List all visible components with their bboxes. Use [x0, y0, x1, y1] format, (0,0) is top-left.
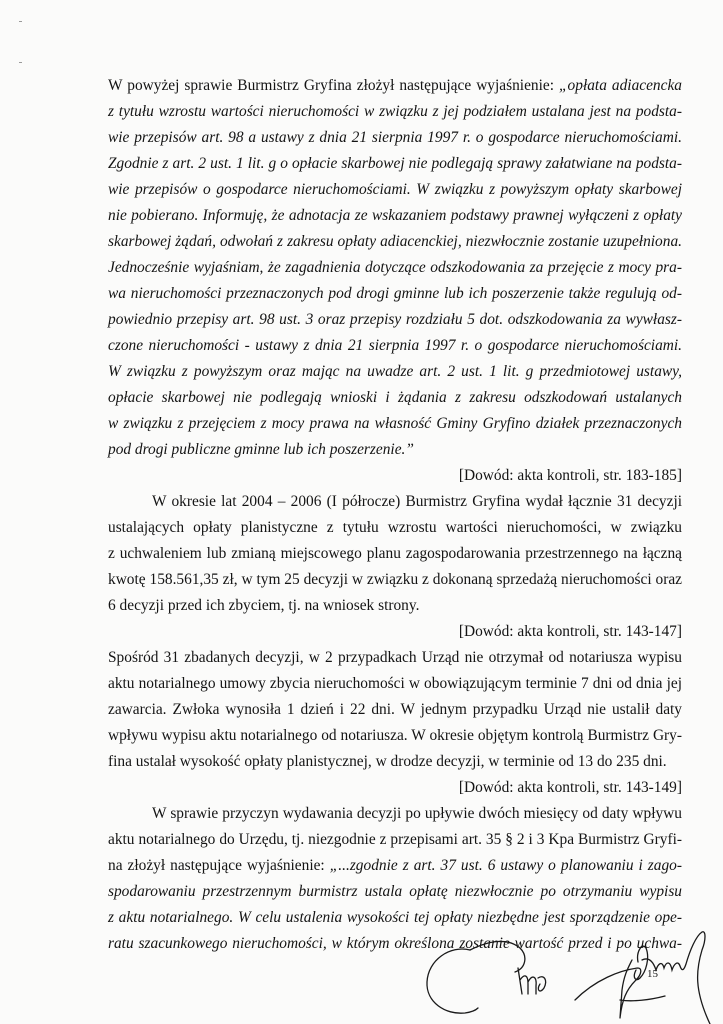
text-line: na złożył następujące wyjaśnienie: „...zgodnie z art. 37 ust. 6 ustawy o planowaniu i zago-	[108, 857, 683, 874]
signature-initials	[518, 968, 546, 994]
text-line: wie przepisów art. 98 a ustawy z dnia 21 sierpnia 1997 r. o gospodarce nieruchomościami.	[108, 129, 682, 146]
text-line: pod drogi publiczne gminne lub ich poszerzenie.”	[108, 441, 414, 458]
evidence-reference: [Dowód: akta kontroli, str. 143-149]	[458, 779, 682, 796]
text-line: kwotę 158.561,35 zł, w tym 25 decyzji w związku z dokonaną sprzedażą nieruchomości oraz	[108, 571, 682, 588]
text-line: W powyżej sprawie Burmistrz Gryfina złożył następujące wyjaśnienie: „opłata adiacencka	[108, 77, 682, 94]
text-line: Jednocześnie wyjaśniam, że zagadnienia dotyczące odszkodowania za przejęcie z mocy pra-	[108, 259, 682, 276]
text-line: spodarowaniu przestrzennym burmistrz ustala opłatę niezwłocznie po otrzymaniu wypisu	[108, 883, 682, 900]
text-line: czone nieruchomości - ustawy z dnia 21 sierpnia 1997 r. o gospodarce nieruchomościami.	[108, 337, 682, 354]
text-line: ratu szacunkowego nieruchomości, w którym określona zostanie wartość przed i po uchwa-	[108, 935, 682, 952]
signature-circle-top	[470, 941, 525, 972]
text-line: z uchwaleniem lub zmianą miejscowego planu zagospodarowania przestrzennego na łączną	[108, 545, 682, 562]
text-line: W sprawie przyczyn wydawania decyzji po upływie dwóch miesięcy od daty wpływu	[152, 805, 682, 822]
text-line: w związku z przejęciem z mocy prawa na własność Gminy Gryfino działek przeznaczonych	[108, 415, 682, 432]
text-line: nie pobierano. Informuję, że adnotacja ze wskazaniem podstawy prawnej wyłączeni z opłaty	[108, 207, 682, 224]
text-line: opłacie skarbowej nie podlegają wnioski i żądania z zakresu odszkodowań ustalanych	[108, 389, 682, 406]
signatures	[410, 930, 723, 1024]
text-line: z tytułu wzrostu wartości nieruchomości w związku z jej podziałem ustalana jest na podsta-	[108, 103, 682, 120]
text-line: Zgodnie z art. 2 ust. 1 lit. g o opłacie skarbowej nie podlegają sprawy załatwiane na podsta-	[108, 155, 682, 172]
text-line: wpływu wypisu aktu notarialnego od notariusza. W okresie objętym kontrolą Burmistrz Gry-	[108, 727, 682, 744]
text-line: aktu notarialnego umowy zbycia nieruchomości w obowiązującym terminie 7 dni od dnia jej	[108, 675, 682, 692]
text-line: aktu notarialnego do Urzędu, tj. niezgodnie z przepisami art. 35 § 2 i 3 Kpa Burmistrz Gryfi-	[108, 831, 682, 848]
signature-right	[634, 932, 710, 1024]
margin-mark	[19, 62, 22, 63]
margin-mark	[19, 21, 22, 22]
text-line: ustalających opłaty planistyczne z tytułu wzrostu wartości nieruchomości, w związku	[108, 519, 682, 536]
page-number: 15	[647, 968, 658, 980]
text-line: powiednio przepisy art. 98 ust. 3 oraz przepisy rozdziału 5 dot. odszkodowania za wywłasz-	[108, 311, 682, 328]
text-line: fina ustalał wysokość opłaty planistycznej, w drodze decyzji, w terminie od 13 do 235 dni.	[108, 753, 667, 770]
evidence-reference: [Dowód: akta kontroli, str. 183-185]	[458, 467, 682, 484]
text-line: Spośród 31 zbadanych decyzji, w 2 przypadkach Urząd nie otrzymał od notariusza wypisu	[108, 649, 682, 666]
evidence-reference: [Dowód: akta kontroli, str. 143-147]	[458, 623, 682, 640]
text-line: skarbowej żądań, odwołań z zakresu opłaty adiacenckiej, niezwłocznie zostanie uzupełniona.	[108, 233, 682, 250]
text-line: zawarcia. Zwłoka wynosiła 1 dzień i 22 dni. W jednym przypadku Urząd nie ustalił daty	[108, 701, 682, 718]
text-line: wa nieruchomości przeznaczonych pod drogi gminne lub ich poszerzenie także regulują od-	[108, 285, 682, 302]
text-line: W związku z powyższym oraz mając na uwadze art. 2 ust. 1 lit. g przedmiotowej ustawy,	[108, 363, 682, 380]
text-line: W okresie lat 2004 – 2006 (I półrocze) Burmistrz Gryfina wydał łącznie 31 decyzji	[152, 493, 682, 510]
text-line: 6 decyzji przed ich zbyciem, tj. na wniosek strony.	[108, 597, 420, 614]
text-line: wie przepisów o gospodarce nieruchomościami. W związku z powyższym opłaty skarbowej	[108, 181, 682, 198]
signature-circle	[427, 949, 478, 1013]
text-line: z aktu notarialnego. W celu ustalenia wysokości tej opłaty niezbędne jest sporządzenie ope-	[108, 909, 682, 926]
